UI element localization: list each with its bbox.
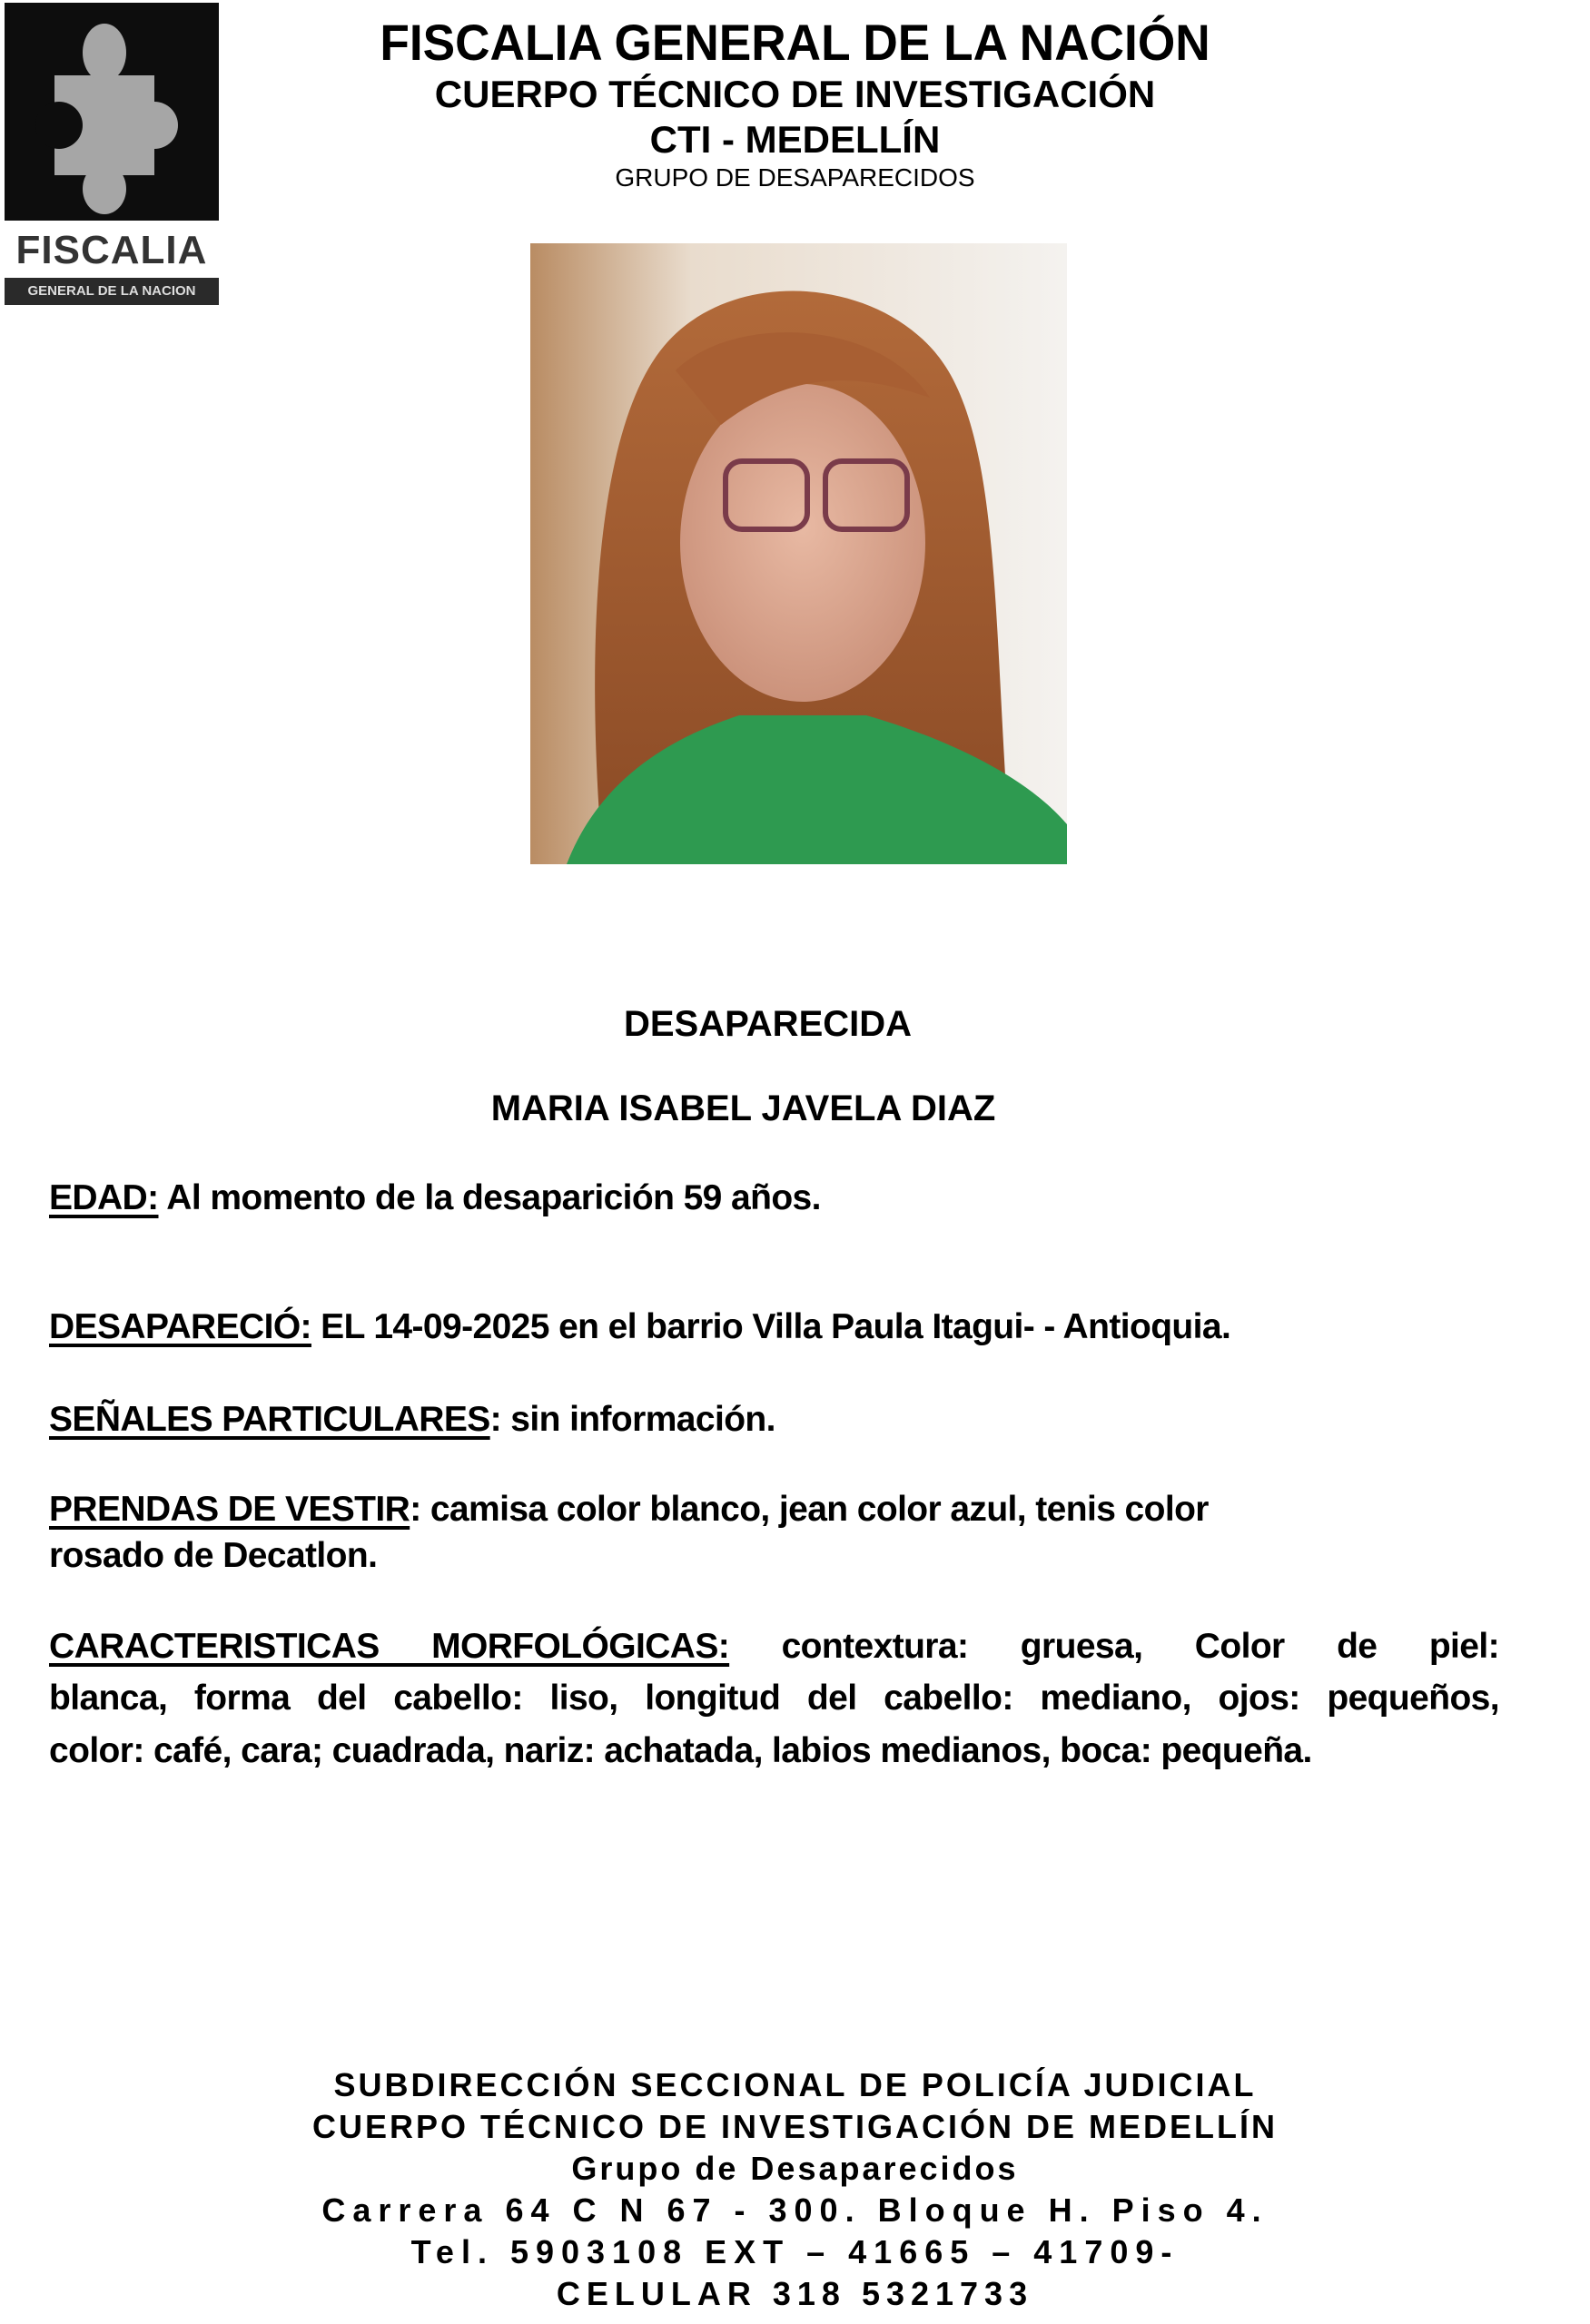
footer-address: Carrera 64 C N 67 - 300. Bloque H. Piso 4. [321,2191,1269,2229]
age-value: Al momento de la desaparición 59 años. [158,1178,821,1217]
morphology-value-line2: blanca, forma del cabello: liso, longitud del cabello: mediano, ojos: pequeños, [49,1679,1499,1718]
field-marks [49,1400,1499,1440]
footer-line-3: Grupo de Desaparecidos [571,2150,1019,2187]
morphology-label: CARACTERISTICAS MORFOLÓGICAS: [49,1627,730,1666]
age-label: EDAD: [49,1178,159,1217]
footer-line-1: SUBDIRECCIÓN SECCIONAL DE POLICÍA JUDICIAL [333,2066,1257,2103]
field-disappeared [49,1307,1499,1347]
footer-phone: Tel. 5903108 EXT – 41665 – 41709- [410,2233,1180,2270]
morphology-value-line3: color: café, cara; cuadrada, nariz: achatada, labios medianos, boca: pequeña. [49,1731,1312,1770]
header-title: FISCALIA GENERAL DE LA NACIÓN [380,14,1210,71]
footer-line-2: CUERPO TÉCNICO DE INVESTIGACIÓN DE MEDELLÍN [311,2108,1279,2145]
field-clothing [49,1490,1499,1530]
disappeared-label: DESAPARECIÓ: [49,1307,311,1346]
header-subtitle: CUERPO TÉCNICO DE INVESTIGACIÓN [434,73,1156,115]
morphology-value: contextura: gruesa, Color de piel: [729,1627,1500,1666]
field-morphology [49,1627,1499,1667]
logo-wordmark: FISCALIA [15,228,208,272]
status-heading: DESAPARECIDA [623,1004,913,1044]
marks-value: : sin información. [489,1400,775,1439]
missing-person-photo [530,243,1067,864]
header-group: GRUPO DE DESAPARECIDOS [615,163,975,192]
field-age [49,1178,1499,1218]
marks-label: SEÑALES PARTICULARES [49,1400,490,1439]
clothing-value: : camisa color blanco, jean color azul, tenis color [410,1490,1209,1529]
header-city: CTI - MEDELLÍN [649,118,941,161]
logo-subtitle: GENERAL DE LA NACION [5,278,219,305]
person-name: MARIA ISABEL JAVELA DIAZ [490,1088,996,1128]
clothing-label: PRENDAS DE VESTIR [49,1490,410,1529]
footer-cellphone: CELULAR 318 5321733 [556,2275,1034,2312]
clothing-value-cont: rosado de Decatlon. [49,1536,378,1575]
disappeared-value: EL 14-09-2025 en el barrio Villa Paula Itagui- - Antioquia. [311,1307,1231,1346]
